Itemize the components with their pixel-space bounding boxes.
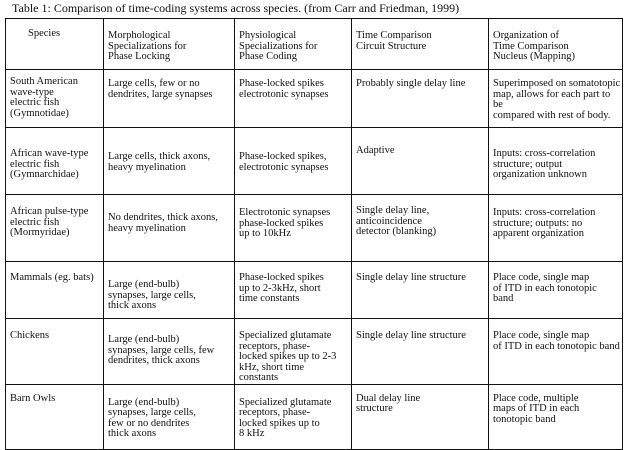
cell-morphological: No dendrites, thick axons, heavy myelination: [104, 195, 235, 262]
cell-circuit: Single delay line, anticoincidence detector (blanking): [352, 195, 489, 262]
cell-circuit: Single delay line structure: [352, 262, 489, 319]
cell-morphological: Large (end-bulb) synapses, large cells, thick axons: [104, 262, 235, 319]
cell-organization: Place code, single map of ITD in each tonotopic band: [489, 262, 623, 319]
header-circuit: Time Comparison Circuit Structure: [352, 19, 489, 70]
cell-organization: Inputs: cross-correlation structure; output organization unknown: [489, 128, 623, 195]
cell-physiological: Specialized glutamate receptors, phase- locked spikes up to 2-3 kHz, short time constants: [235, 319, 352, 385]
cell-species: Barn Owls: [6, 384, 104, 449]
cell-organization: Place code, single map of ITD in each tonotopic band: [489, 319, 623, 385]
header-physiological: Physiological Specializations for Phase Coding: [235, 19, 352, 70]
cell-circuit: Adaptive: [352, 128, 489, 195]
cell-circuit: Dual delay line structure: [352, 384, 489, 449]
table-row: [6, 70, 623, 128]
table-caption: Table 1: Comparison of time-coding systems across species. (from Carr and Friedman, 1999): [12, 1, 460, 15]
cell-species: South American wave-type electric fish (Gymnotidae): [6, 70, 104, 128]
cell-species: African wave-type electric fish (Gymnarchidae): [6, 128, 104, 195]
cell-species: Mammals (eg. bats): [6, 262, 104, 319]
table-row: [6, 262, 623, 319]
cell-physiological: Phase-locked spikes up to 2-3kHz, short time constants: [235, 262, 352, 319]
comparison-table: [5, 18, 623, 450]
header-species: Species: [6, 19, 104, 70]
header-organization: Organization of Time Comparison Nucleus (Mapping): [489, 19, 623, 70]
cell-circuit: Single delay line structure: [352, 319, 489, 385]
cell-physiological: Phase-locked spikes electrotonic synapses: [235, 70, 352, 128]
cell-physiological: Phase-locked spikes, electrotonic synapses: [235, 128, 352, 195]
table-row: [6, 195, 623, 262]
cell-physiological: Electrotonic synapses phase-locked spikes up to 10kHz: [235, 195, 352, 262]
cell-morphological: Large (end-bulb) synapses, large cells, few or no dendrites thick axons: [104, 384, 235, 449]
cell-circuit: Probably single delay line: [352, 70, 489, 128]
cell-species: African pulse-type electric fish (Mormyridae): [6, 195, 104, 262]
cell-morphological: Large (end-bulb) synapses, large cells, few dendrites, thick axons: [104, 319, 235, 385]
table-row: [6, 384, 623, 449]
cell-organization: Place code, multiple maps of ITD in each tonotopic band: [489, 384, 623, 449]
header-morphological: Morphological Specializations for Phase Locking: [104, 19, 235, 70]
cell-organization: Superimposed on somatotopic map, allows for each part to be compared with rest of body.: [489, 70, 623, 128]
cell-physiological: Specialized glutamate receptors, phase- locked spikes up to 8 kHz: [235, 384, 352, 449]
table-row: [6, 319, 623, 385]
cell-morphological: Large cells, few or no dendrites, large synapses: [104, 70, 235, 128]
cell-species: Chickens: [6, 319, 104, 385]
cell-morphological: Large cells, thick axons, heavy myelination: [104, 128, 235, 195]
table-row: [6, 128, 623, 195]
cell-organization: Inputs: cross-correlation structure; outputs: no apparent organization: [489, 195, 623, 262]
header-row: [6, 19, 623, 70]
